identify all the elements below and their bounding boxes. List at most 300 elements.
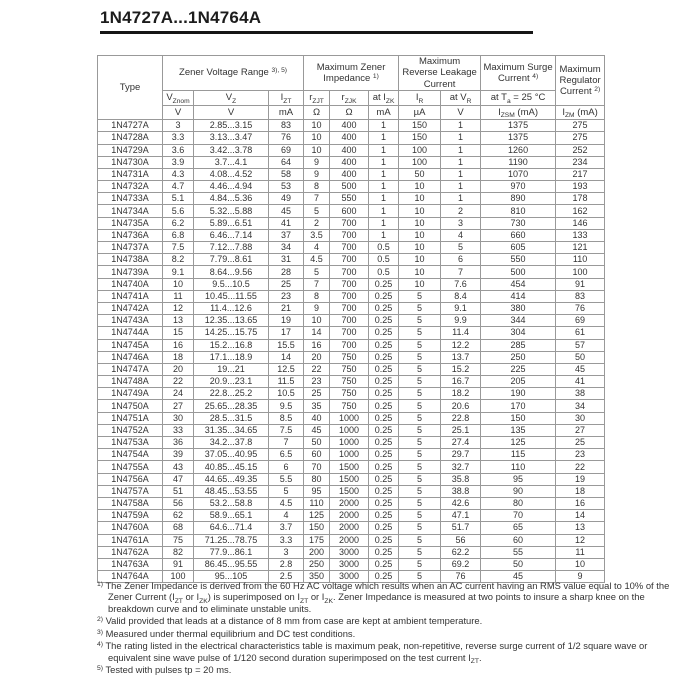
value-cell: 344 (481, 315, 556, 327)
value-cell: 1500 (330, 473, 369, 485)
electrical-characteristics-table (97, 55, 605, 583)
value-cell: 3000 (330, 546, 369, 558)
value-cell: 810 (481, 205, 556, 217)
table-row (98, 534, 605, 546)
value-cell: 225 (481, 363, 556, 375)
value-cell: 304 (481, 327, 556, 339)
value-cell: 1 (369, 229, 399, 241)
value-cell: 22 (556, 461, 605, 473)
value-cell: 5 (399, 339, 441, 351)
value-cell: 6.8 (163, 229, 194, 241)
type-cell: 1N4749A (98, 388, 163, 400)
footnote: $^{1)}$ The Zener Impedance is derived from the 60 Hz AC voltage which results when an AC current having an RMS value equal to 10% of the Zener Current ($I_{ZT}$ or $I_{ZK}$) is superimposed on $I_{ZT}$ or $I_{ZK}$. Zener Impedance is measured at two points to insure a sharp knee on the breakdown curve and to eliminate unstable units. (97, 580, 670, 614)
value-cell: 0.25 (369, 376, 399, 388)
value-cell: 23 (269, 290, 304, 302)
value-cell: 12.35...13.65 (194, 315, 269, 327)
col-symbol-at-izk: at $I_{ZK}$ (369, 91, 399, 106)
value-cell: 135 (481, 424, 556, 436)
value-cell: 110 (556, 254, 605, 266)
table-row (98, 412, 605, 424)
value-cell: 146 (556, 217, 605, 229)
value-cell: 10 (304, 144, 330, 156)
value-cell: 20.9...23.1 (194, 376, 269, 388)
value-cell: 9.5 (269, 400, 304, 412)
value-cell: 19 (556, 473, 605, 485)
type-cell: 1N4754A (98, 449, 163, 461)
value-cell: 1 (441, 168, 481, 180)
value-cell: 76 (269, 132, 304, 144)
footnote-marker: 4) (97, 641, 104, 649)
footnote-marker: 2) (97, 616, 104, 624)
value-cell: 41 (556, 376, 605, 388)
value-cell: 9 (556, 571, 605, 583)
value-cell: 9.5...10.5 (194, 278, 269, 290)
value-cell: 5 (399, 534, 441, 546)
value-cell: 0.25 (369, 473, 399, 485)
value-cell: 5.32...5.88 (194, 205, 269, 217)
value-cell: 6.5 (269, 449, 304, 461)
value-cell: 1 (441, 181, 481, 193)
value-cell: 5 (399, 388, 441, 400)
value-cell: 1500 (330, 461, 369, 473)
value-cell: 2 (304, 217, 330, 229)
col-unit-izt: mA (269, 106, 304, 120)
value-cell: 31 (269, 254, 304, 266)
value-cell: 20 (304, 351, 330, 363)
value-cell: 10 (399, 217, 441, 229)
value-cell: 1 (369, 132, 399, 144)
value-cell: 34 (269, 242, 304, 254)
value-cell: 700 (330, 242, 369, 254)
type-cell: 1N4732A (98, 181, 163, 193)
value-cell: 5 (399, 449, 441, 461)
table-row (98, 339, 605, 351)
value-cell: 35 (304, 400, 330, 412)
value-cell: 170 (481, 400, 556, 412)
value-cell: 20 (163, 363, 194, 375)
value-cell: 24 (163, 388, 194, 400)
value-cell: 350 (304, 571, 330, 583)
value-cell: 3 (441, 217, 481, 229)
value-cell: 1 (441, 156, 481, 168)
value-cell: 12 (556, 534, 605, 546)
value-cell: 0.25 (369, 363, 399, 375)
value-cell: 53 (269, 181, 304, 193)
value-cell: 6 (441, 254, 481, 266)
value-cell: 5.1 (163, 193, 194, 205)
value-cell: 10 (399, 254, 441, 266)
value-cell: 285 (481, 339, 556, 351)
value-cell: 700 (330, 217, 369, 229)
type-cell: 1N4738A (98, 254, 163, 266)
value-cell: 5 (399, 485, 441, 497)
value-cell: 3.42...3.78 (194, 144, 269, 156)
value-cell: 700 (330, 254, 369, 266)
type-cell: 1N4727A (98, 120, 163, 132)
value-cell: 0.25 (369, 571, 399, 583)
col-symbol-vz: $V_Z$ (194, 91, 269, 106)
value-cell: 110 (481, 461, 556, 473)
value-cell: 0.25 (369, 437, 399, 449)
value-cell: 30 (163, 412, 194, 424)
value-cell: 22.8...25.2 (194, 388, 269, 400)
value-cell: 0.25 (369, 278, 399, 290)
value-cell: 5 (304, 205, 330, 217)
footnote: $^{3)}$ Measured under thermal equilibrium and DC test conditions. (97, 627, 356, 639)
footnote: $^{4)}$ The rating listed in the electrical characteristics table is maximum peak, non-repetitive, reverse surge current of 1/2 square wave or equivalent sine wave pulse of 1/120 second duration superimposed on the test current $I_{ZT}$. (97, 640, 648, 666)
col-group-max-regulator: Maximum Regulator Current $^{2)}$ (556, 56, 605, 106)
value-cell: 5 (399, 376, 441, 388)
table-row (98, 473, 605, 485)
value-cell: 0.25 (369, 351, 399, 363)
value-cell: 21 (269, 302, 304, 314)
table-row (98, 132, 605, 144)
type-cell: 1N4752A (98, 424, 163, 436)
table-body (98, 120, 605, 583)
value-cell: 500 (330, 181, 369, 193)
value-cell: 3.7 (269, 522, 304, 534)
value-cell: 12.5 (269, 363, 304, 375)
value-cell: 83 (556, 290, 605, 302)
col-unit-at-izk: mA (369, 106, 399, 120)
value-cell: 39 (163, 449, 194, 461)
footnote: $^{2)}$ Valid provided that leads at a distance of 8 mm from case are kept at ambient temperature. (97, 615, 483, 627)
table-row (98, 266, 605, 278)
table-row (98, 376, 605, 388)
value-cell: 4.5 (304, 254, 330, 266)
table-row (98, 424, 605, 436)
value-cell: 133 (556, 229, 605, 241)
type-cell: 1N4739A (98, 266, 163, 278)
table-header (98, 56, 605, 120)
col-group-max-zener-impedance: Maximum Zener Impedance $^{1)}$ (304, 56, 399, 91)
value-cell: 5 (399, 290, 441, 302)
col-unit-ir: µA (399, 106, 441, 120)
value-cell: 10.5 (269, 388, 304, 400)
value-cell: 5 (399, 437, 441, 449)
value-cell: 76 (441, 571, 481, 583)
value-cell: 6 (269, 461, 304, 473)
value-cell: 51 (163, 485, 194, 497)
value-cell: 53.2...58.8 (194, 497, 269, 509)
value-cell: 3.3 (163, 132, 194, 144)
table-row (98, 558, 605, 570)
value-cell: 700 (330, 229, 369, 241)
value-cell: 9 (304, 156, 330, 168)
page-title: 1N4727A...1N4764A (100, 8, 262, 27)
value-cell: 4.84...5.36 (194, 193, 269, 205)
value-cell: 95 (481, 473, 556, 485)
table-row (98, 156, 605, 168)
value-cell: 16 (163, 339, 194, 351)
value-cell: 50 (399, 168, 441, 180)
value-cell: 10 (399, 205, 441, 217)
value-cell: 15 (163, 327, 194, 339)
value-cell: 200 (304, 546, 330, 558)
value-cell: 77.9...86.1 (194, 546, 269, 558)
type-cell: 1N4728A (98, 132, 163, 144)
value-cell: 1 (441, 193, 481, 205)
value-cell: 0.25 (369, 290, 399, 302)
type-cell: 1N4755A (98, 461, 163, 473)
value-cell: 1000 (330, 412, 369, 424)
value-cell: 605 (481, 242, 556, 254)
value-cell: 34 (556, 400, 605, 412)
value-cell: 7 (269, 437, 304, 449)
value-cell: 234 (556, 156, 605, 168)
value-cell: 454 (481, 278, 556, 290)
value-cell: 27 (556, 424, 605, 436)
value-cell: 61 (556, 327, 605, 339)
value-cell: 2000 (330, 497, 369, 509)
value-cell: 25 (304, 388, 330, 400)
value-cell: 3000 (330, 558, 369, 570)
value-cell: 22 (304, 363, 330, 375)
value-cell: 205 (481, 376, 556, 388)
value-cell: 0.25 (369, 534, 399, 546)
value-cell: 0.25 (369, 485, 399, 497)
footnote-marker: 1) (97, 580, 104, 588)
table-row (98, 461, 605, 473)
value-cell: 5 (399, 510, 441, 522)
value-cell: 0.25 (369, 412, 399, 424)
value-cell: 28 (269, 266, 304, 278)
value-cell: 1 (441, 144, 481, 156)
value-cell: 1000 (330, 437, 369, 449)
type-cell: 1N4758A (98, 497, 163, 509)
value-cell: 400 (330, 132, 369, 144)
value-cell: 0.25 (369, 424, 399, 436)
table-row (98, 522, 605, 534)
value-cell: 5 (399, 424, 441, 436)
value-cell: 43 (163, 461, 194, 473)
value-cell: 50 (481, 558, 556, 570)
value-cell: 0.25 (369, 400, 399, 412)
value-cell: 150 (481, 412, 556, 424)
value-cell: 25 (556, 437, 605, 449)
value-cell: 0.25 (369, 546, 399, 558)
value-cell: 250 (304, 558, 330, 570)
value-cell: 58.9...65.1 (194, 510, 269, 522)
col-symbol-rzjk: $r_{ZJK}$ (330, 91, 369, 106)
value-cell: 62.2 (441, 546, 481, 558)
value-cell: 5 (269, 485, 304, 497)
type-cell: 1N4750A (98, 400, 163, 412)
value-cell: 5 (399, 351, 441, 363)
value-cell: 7.6 (441, 278, 481, 290)
value-cell: 91 (163, 558, 194, 570)
value-cell: 49 (269, 193, 304, 205)
value-cell: 1500 (330, 485, 369, 497)
value-cell: 13 (556, 522, 605, 534)
value-cell: 0.25 (369, 461, 399, 473)
value-cell: 2.5 (269, 571, 304, 583)
value-cell: 0.5 (369, 242, 399, 254)
value-cell: 3.7...4.1 (194, 156, 269, 168)
value-cell: 750 (330, 351, 369, 363)
value-cell: 80 (481, 497, 556, 509)
value-cell: 11 (163, 290, 194, 302)
value-cell: 25 (269, 278, 304, 290)
value-cell: 60 (481, 534, 556, 546)
value-cell: 8.64...9.56 (194, 266, 269, 278)
value-cell: 5.6 (163, 205, 194, 217)
value-cell: 1 (369, 168, 399, 180)
value-cell: 115 (481, 449, 556, 461)
value-cell: 23 (556, 449, 605, 461)
value-cell: 150 (304, 522, 330, 534)
col-unit-vznom: V (163, 106, 194, 120)
value-cell: 7.79...8.61 (194, 254, 269, 266)
value-cell: 13.7 (441, 351, 481, 363)
type-cell: 1N4743A (98, 315, 163, 327)
col-symbol-ir: $I_R$ (399, 91, 441, 106)
value-cell: 5 (441, 242, 481, 254)
value-cell: 0.5 (369, 254, 399, 266)
value-cell: 95 (304, 485, 330, 497)
value-cell: 175 (304, 534, 330, 546)
table-row (98, 193, 605, 205)
value-cell: 100 (399, 156, 441, 168)
value-cell: 11 (556, 546, 605, 558)
value-cell: 38.8 (441, 485, 481, 497)
type-cell: 1N4737A (98, 242, 163, 254)
value-cell: 2.8 (269, 558, 304, 570)
value-cell: 19 (269, 315, 304, 327)
table-row (98, 278, 605, 290)
table-row (98, 546, 605, 558)
table-row (98, 449, 605, 461)
col-symbol-at-vr: at $V_R$ (441, 91, 481, 106)
value-cell: 600 (330, 205, 369, 217)
value-cell: 0.25 (369, 558, 399, 570)
value-cell: 18 (556, 485, 605, 497)
value-cell: 69 (556, 315, 605, 327)
col-unit-izsm: $I_{ZSM}$ (mA) (481, 106, 556, 120)
value-cell: 9 (304, 168, 330, 180)
value-cell: 125 (304, 510, 330, 522)
type-cell: 1N4740A (98, 278, 163, 290)
col-header-type: Type (98, 56, 163, 120)
value-cell: 40 (304, 412, 330, 424)
type-cell: 1N4736A (98, 229, 163, 241)
table-row (98, 302, 605, 314)
table-row (98, 400, 605, 412)
value-cell: 5 (399, 461, 441, 473)
table-row (98, 315, 605, 327)
value-cell: 5 (304, 266, 330, 278)
value-cell: 0.25 (369, 497, 399, 509)
col-symbol-vznom: $V_{Znom}$ (163, 91, 194, 106)
value-cell: 5 (399, 400, 441, 412)
type-cell: 1N4759A (98, 510, 163, 522)
value-cell: 700 (330, 290, 369, 302)
value-cell: 19...21 (194, 363, 269, 375)
value-cell: 4.7 (163, 181, 194, 193)
value-cell: 9.1 (441, 302, 481, 314)
table-row (98, 327, 605, 339)
col-group-zener-voltage-range: Zener Voltage Range $^{3), 5)}$ (163, 56, 304, 91)
value-cell: 47 (163, 473, 194, 485)
value-cell: 1 (441, 132, 481, 144)
value-cell: 252 (556, 144, 605, 156)
value-cell: 150 (399, 132, 441, 144)
type-cell: 1N4741A (98, 290, 163, 302)
header-unit-row (98, 106, 605, 120)
type-cell: 1N4753A (98, 437, 163, 449)
value-cell: 58 (269, 168, 304, 180)
value-cell: 8.5 (269, 412, 304, 424)
value-cell: 3.3 (269, 534, 304, 546)
value-cell: 1375 (481, 120, 556, 132)
value-cell: 400 (330, 168, 369, 180)
value-cell: 150 (399, 120, 441, 132)
col-group-max-reverse-leakage: Maximum Reverse Leakage Current (399, 56, 481, 91)
col-unit-rzjt: Ω (304, 106, 330, 120)
value-cell: 38 (556, 388, 605, 400)
value-cell: 11.4 (441, 327, 481, 339)
type-cell: 1N4731A (98, 168, 163, 180)
value-cell: 80 (304, 473, 330, 485)
value-cell: 62 (163, 510, 194, 522)
value-cell: 16.7 (441, 376, 481, 388)
value-cell: 3.5 (304, 229, 330, 241)
value-cell: 16 (556, 497, 605, 509)
value-cell: 76 (556, 302, 605, 314)
value-cell: 28.5...31.5 (194, 412, 269, 424)
value-cell: 68 (163, 522, 194, 534)
value-cell: 33 (163, 424, 194, 436)
value-cell: 18 (163, 351, 194, 363)
value-cell: 9 (304, 302, 330, 314)
value-cell: 10 (399, 193, 441, 205)
title-underline (100, 31, 533, 34)
value-cell: 0.25 (369, 339, 399, 351)
table-row (98, 242, 605, 254)
value-cell: 37 (269, 229, 304, 241)
value-cell: 1 (369, 217, 399, 229)
value-cell: 110 (304, 497, 330, 509)
value-cell: 47.1 (441, 510, 481, 522)
value-cell: 34.2...37.8 (194, 437, 269, 449)
value-cell: 16 (304, 339, 330, 351)
value-cell: 5 (399, 558, 441, 570)
value-cell: 31.35...34.65 (194, 424, 269, 436)
type-cell: 1N4730A (98, 156, 163, 168)
value-cell: 90 (481, 485, 556, 497)
value-cell: 35.8 (441, 473, 481, 485)
value-cell: 700 (330, 302, 369, 314)
type-cell: 1N4757A (98, 485, 163, 497)
value-cell: 7.5 (269, 424, 304, 436)
value-cell: 22.8 (441, 412, 481, 424)
value-cell: 4.3 (163, 168, 194, 180)
type-cell: 1N4729A (98, 144, 163, 156)
value-cell: 10 (399, 242, 441, 254)
value-cell: 45 (556, 363, 605, 375)
value-cell: 250 (481, 351, 556, 363)
value-cell: 6.46...7.14 (194, 229, 269, 241)
value-cell: 121 (556, 242, 605, 254)
value-cell: 57 (556, 339, 605, 351)
value-cell: 0.25 (369, 449, 399, 461)
value-cell: 71.25...78.75 (194, 534, 269, 546)
value-cell: 400 (330, 144, 369, 156)
value-cell: 275 (556, 120, 605, 132)
value-cell: 11.4...12.6 (194, 302, 269, 314)
value-cell: 3.13...3.47 (194, 132, 269, 144)
value-cell: 14 (269, 351, 304, 363)
